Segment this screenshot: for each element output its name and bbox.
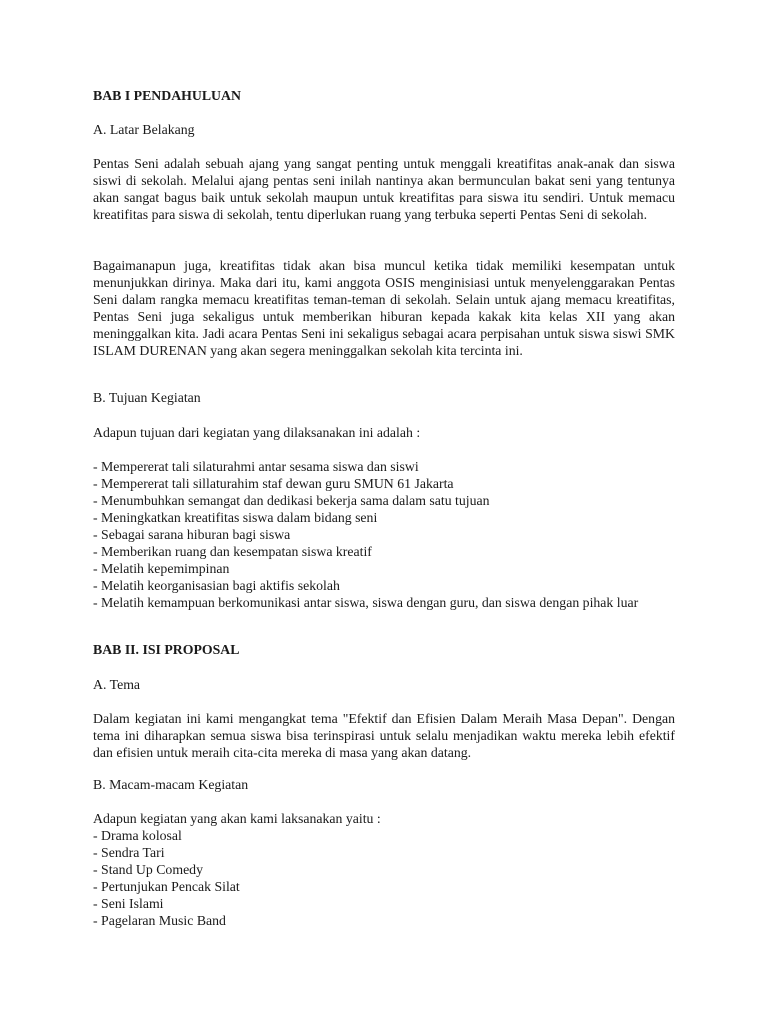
kegiatan-list — [93, 827, 675, 929]
tujuan-intro: Adapun tujuan dari kegiatan yang dilaksanakan ini adalah : — [93, 425, 421, 440]
macam-kegiatan-heading: B. Macam-macam Kegiatan — [93, 777, 249, 792]
list-item: - Pagelaran Music Band — [93, 913, 226, 928]
list-item: - Sendra Tari — [93, 845, 165, 860]
list-item: - Seni Islami — [93, 896, 164, 911]
bab2-title: BAB II. ISI PROPOSAL — [93, 642, 240, 657]
kegiatan-intro: Adapun kegiatan yang akan kami laksanakan yaitu : — [93, 811, 381, 826]
list-item: - Mempererat tali silaturahmi antar sesama siswa dan siswi — [93, 459, 419, 474]
list-item: - Melatih keorganisasian bagi aktifis sekolah — [93, 578, 340, 593]
list-item: - Memberikan ruang dan kesempatan siswa kreatif — [93, 544, 372, 559]
list-item: - Menumbuhkan semangat dan dedikasi bekerja sama dalam satu tujuan — [93, 493, 490, 508]
tema-heading: A. Tema — [93, 677, 141, 692]
latar-belakang-paragraph-1: Pentas Seni adalah sebuah ajang yang sangat penting untuk menggali kreatifitas anak-anak dan siswa siswi di sekolah. Melalui ajang pentas seni inilah nantinya akan bermunculan bakat seni yang tentunya akan sangat bagus baik untuk sekolah maupun untuk kreatifitas para siswa itu sendiri. Untuk memacu kreatifitas para siswa di sekolah, tentu diperlukan ruang yang terbuka seperti Pentas Seni di sekolah. — [93, 156, 675, 222]
list-item: - Melatih kepemimpinan — [93, 561, 230, 576]
bab1-title: BAB I PENDAHULUAN — [93, 88, 241, 103]
tujuan-list — [93, 458, 675, 611]
list-item: - Pertunjukan Pencak Silat — [93, 879, 240, 894]
list-item: - Drama kolosal — [93, 828, 182, 843]
list-item: - Melatih kemampuan berkomunikasi antar siswa, siswa dengan guru, dan siswa dengan pihak luar — [93, 595, 639, 610]
list-item: - Mempererat tali sillaturahim staf dewan guru SMUN 61 Jakarta — [93, 476, 454, 491]
tujuan-kegiatan-heading: B. Tujuan Kegiatan — [93, 390, 201, 405]
list-item: - Stand Up Comedy — [93, 862, 203, 877]
tema-paragraph: Dalam kegiatan ini kami mengangkat tema "Efektif dan Efisien Dalam Meraih Masa Depan". Dengan tema ini diharapkan semua siswa bisa terinspirasi untuk selalu menjadikan waktu mereka lebih efektif dan efisien untuk meraih cita-cita mereka di masa yang akan datang. — [93, 711, 675, 760]
latar-belakang-paragraph-2: Bagaimanapun juga, kreatifitas tidak akan bisa muncul ketika tidak memiliki kesempatan untuk menunjukkan dirinya. Maka dari itu, kami anggota OSIS menginisiasi untuk menyelenggarakan Pentas Seni dalam rangka memacu kreatifitas teman-teman di sekolah. Selain untuk ajang memacu kreatifitas, Pentas Seni juga sekaligus untuk memberikan hiburan kepada kakak kita kelas XII yang akan meninggalkan kita. Jadi acara Pentas Seni ini sekaligus sebagai acara perpisahan untuk siswa siswi SMK ISLAM DURENAN yang akan segera meninggalkan sekolah kita tercinta ini. — [93, 258, 675, 358]
list-item: - Meningkatkan kreatifitas siswa dalam bidang seni — [93, 510, 378, 525]
list-item: - Sebagai sarana hiburan bagi siswa — [93, 527, 291, 542]
latar-belakang-heading: A. Latar Belakang — [93, 122, 195, 137]
